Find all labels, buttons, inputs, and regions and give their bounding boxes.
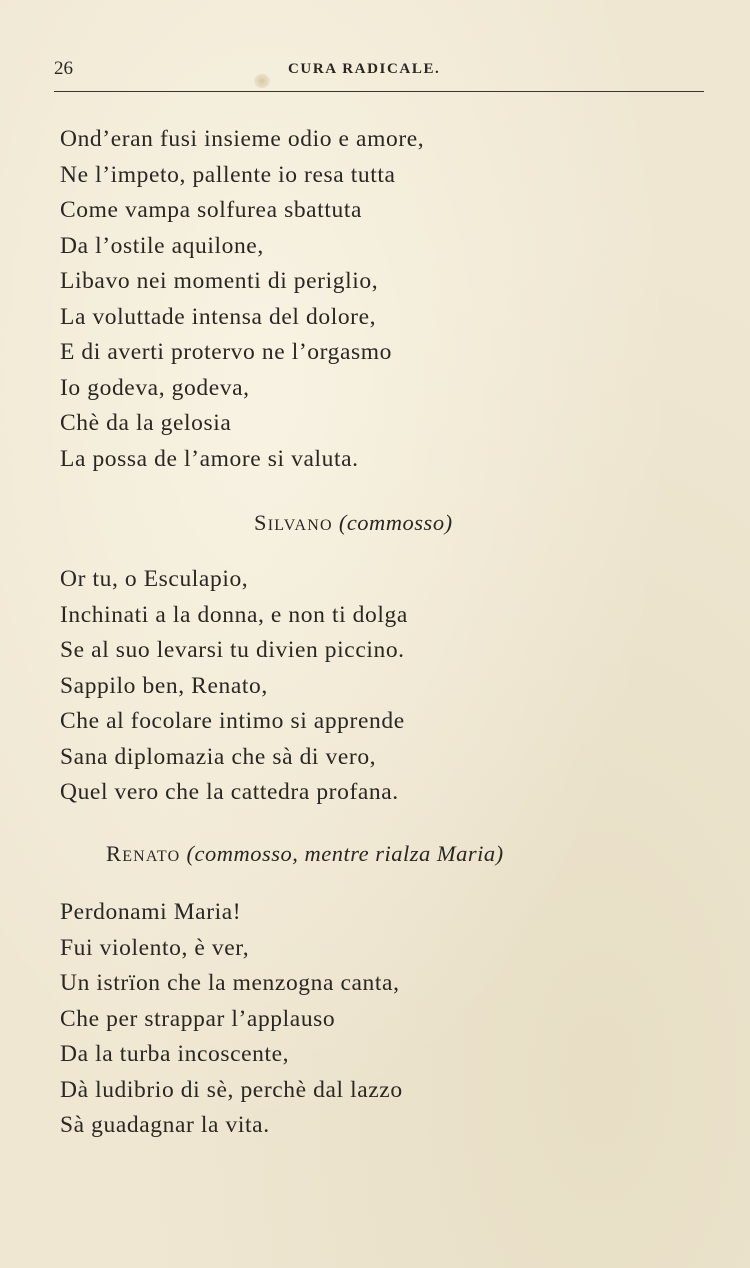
verse-line: Un istrïon che la menzogna canta, — [60, 970, 400, 996]
speaker-name: Silvano — [254, 510, 333, 535]
verse-line: Quel vero che la cattedra profana. — [60, 779, 399, 805]
verse-line: Che al focolare intimo si apprende — [60, 708, 405, 734]
verse-line: Come vampa solfurea sbattuta — [60, 197, 362, 223]
running-title: CURA RADICALE. — [288, 61, 441, 77]
verse-line: Se al suo levarsi tu divien piccino. — [60, 637, 405, 663]
header-rule — [54, 91, 704, 92]
verse-line: Libavo nei momenti di periglio, — [60, 268, 379, 294]
page-header — [54, 58, 704, 80]
page-number: 26 — [54, 58, 73, 79]
verse-line: Dà ludibrio di sè, perchè dal lazzo — [60, 1076, 403, 1103]
verse-line: Da l’ostile aquilone, — [60, 232, 264, 259]
speaker-name: Renato — [106, 841, 181, 866]
verse-block-1 — [60, 122, 424, 477]
verse-block-2 — [60, 562, 408, 811]
verse-line: Sana diplomazia che sà di vero, — [60, 743, 377, 770]
verse-line: Perdonami Maria! — [60, 899, 242, 925]
verse-line: Or tu, o Esculapio, — [60, 566, 249, 592]
stage-direction: (commosso, mentre rialza Maria) — [186, 841, 504, 866]
speaker-heading-renato — [106, 841, 504, 867]
verse-line: La possa de l’amore si valuta. — [60, 445, 359, 472]
verse-line: Ne l’impeto, pallente io resa tutta — [60, 161, 396, 188]
verse-line: Sà guadagnar la vita. — [60, 1112, 270, 1138]
verse-line: Sappilo ben, Renato, — [60, 672, 268, 699]
stage-direction: (commosso) — [338, 510, 453, 535]
verse-line: Io godeva, godeva, — [60, 374, 250, 401]
verse-line: Fui violento, è ver, — [60, 934, 250, 961]
verse-block-3 — [60, 895, 403, 1144]
verse-line: La voluttade intensa del dolore, — [60, 303, 377, 330]
verse-line: Inchinati a la donna, e non ti dolga — [60, 601, 408, 628]
verse-line: Ond’eran fusi insieme odio e amore, — [60, 126, 425, 152]
paper-stain — [254, 74, 270, 88]
verse-line: Che per strappar l’applauso — [60, 1005, 336, 1032]
speaker-heading-silvano — [254, 510, 453, 536]
verse-line: E di averti protervo ne l’orgasmo — [60, 339, 392, 365]
verse-line: Da la turba incoscente, — [60, 1041, 290, 1067]
verse-line: Chè da la gelosia — [60, 410, 232, 436]
